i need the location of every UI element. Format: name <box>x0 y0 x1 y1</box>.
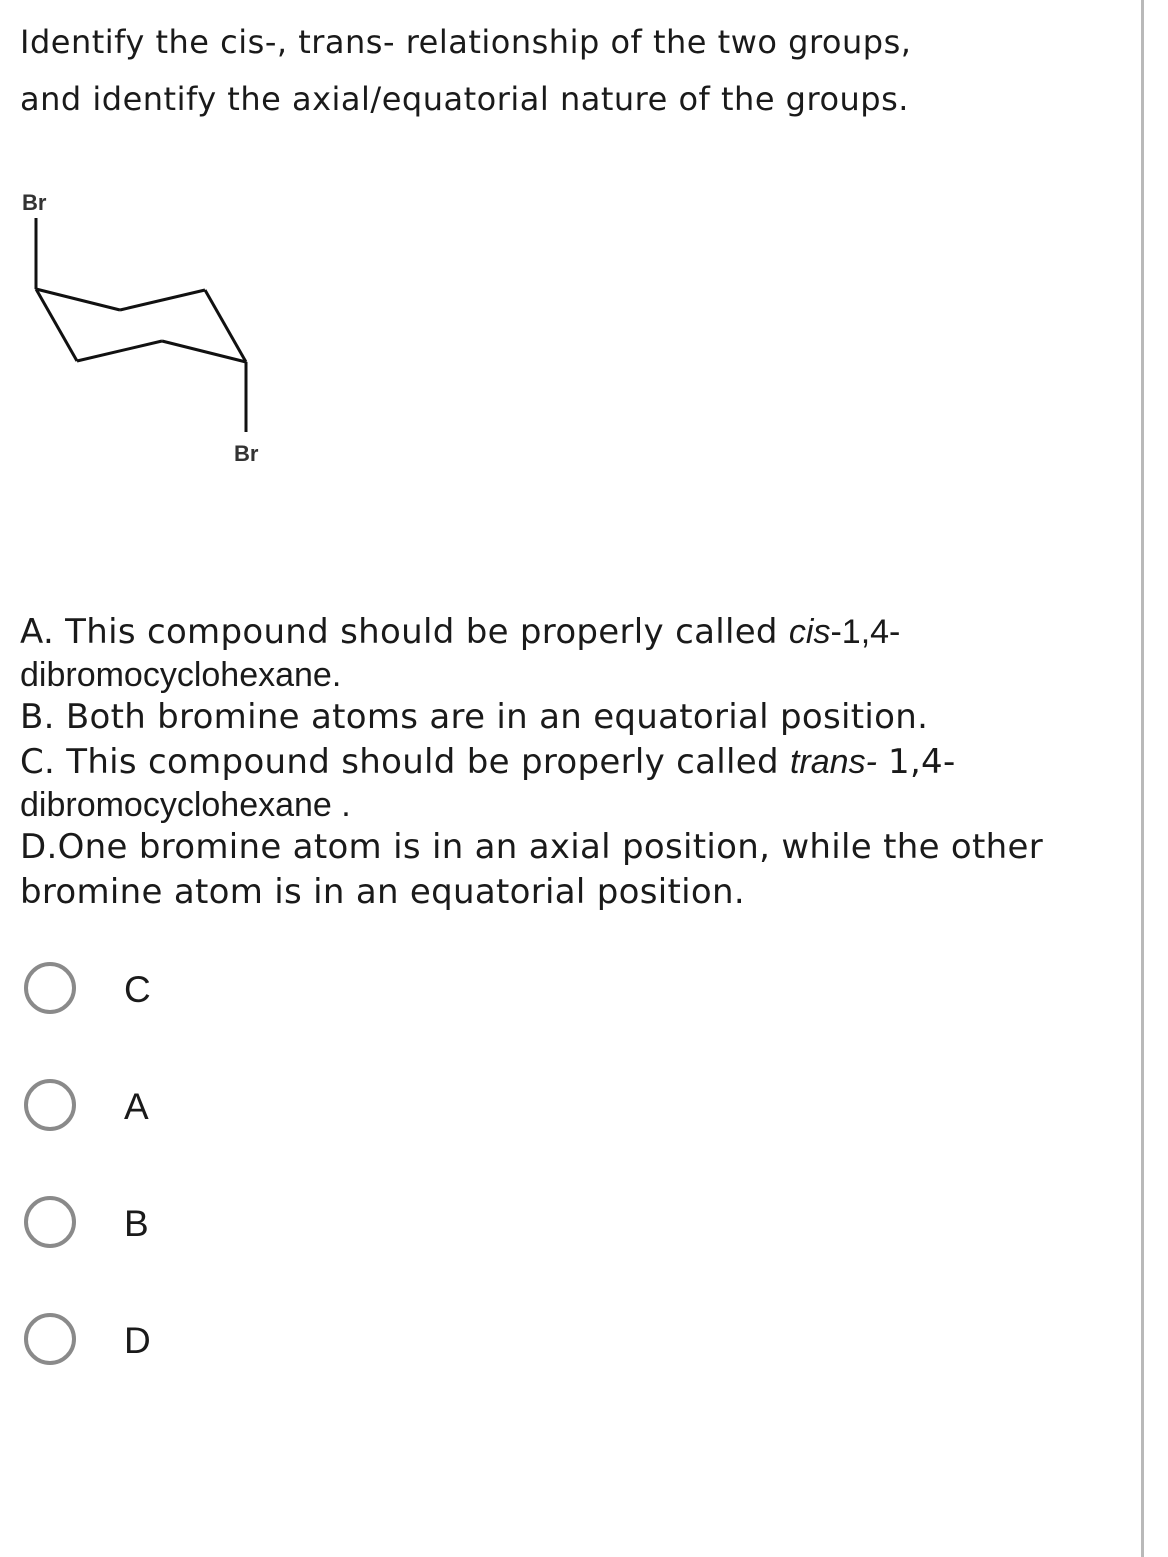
choice-b[interactable] <box>24 1194 424 1311</box>
statement-c-suffix: 1,4- <box>876 742 956 782</box>
ring-bond <box>120 290 205 310</box>
statement-b-text: B. Both bromine atoms are in an equatorial position. <box>20 697 929 737</box>
answer-statements <box>20 610 1130 915</box>
bromine-label-bottom: Br <box>234 441 259 466</box>
statement-c-prefix: C. This compound should be properly called <box>20 742 790 782</box>
radio-button-c[interactable] <box>24 962 76 1014</box>
choice-d-label: D <box>124 1320 151 1361</box>
statement-c <box>20 740 1130 825</box>
choice-a[interactable] <box>24 1077 424 1194</box>
radio-button-a[interactable] <box>24 1079 76 1131</box>
statement-d <box>20 825 1130 915</box>
ring-bond <box>77 341 162 361</box>
choice-a-label: A <box>124 1086 149 1127</box>
choice-d[interactable] <box>24 1311 424 1428</box>
choice-c-label: C <box>124 969 151 1010</box>
statement-a <box>20 610 1130 695</box>
page-right-border <box>1141 0 1144 1557</box>
statement-c-italic: trans- <box>789 743 877 781</box>
ring-bond <box>162 341 246 362</box>
ring-bond <box>36 289 77 361</box>
statement-a-continuation: dibromocyclohexane. <box>20 656 342 694</box>
answer-choices <box>24 960 424 1428</box>
dibromocyclohexane-structure <box>0 180 300 480</box>
choice-b-label: B <box>124 1203 149 1244</box>
statement-d-line-2: bromine atom is in an equatorial position. <box>20 872 745 912</box>
statement-a-suffix: -1,4- <box>830 613 901 651</box>
statement-d-line-1: D.One bromine atom is in an axial position, while the other <box>20 827 1043 867</box>
question-line-1: Identify the cis-, trans- relationship of the two groups, <box>20 23 912 61</box>
statement-a-italic: cis <box>788 613 831 651</box>
radio-button-b[interactable] <box>24 1196 76 1248</box>
radio-button-d[interactable] <box>24 1313 76 1365</box>
statement-b <box>20 695 1130 740</box>
bromine-label-top: Br <box>22 190 47 215</box>
ring-bond <box>36 289 120 310</box>
statement-c-continuation: dibromocyclohexane . <box>20 786 351 824</box>
question-line-2: and identify the axial/equatorial nature of the groups. <box>20 80 909 118</box>
statement-a-prefix: A. This compound should be properly called <box>20 612 789 652</box>
ring-bond <box>205 290 246 362</box>
question-text <box>20 14 1120 128</box>
choice-c[interactable] <box>24 960 424 1077</box>
